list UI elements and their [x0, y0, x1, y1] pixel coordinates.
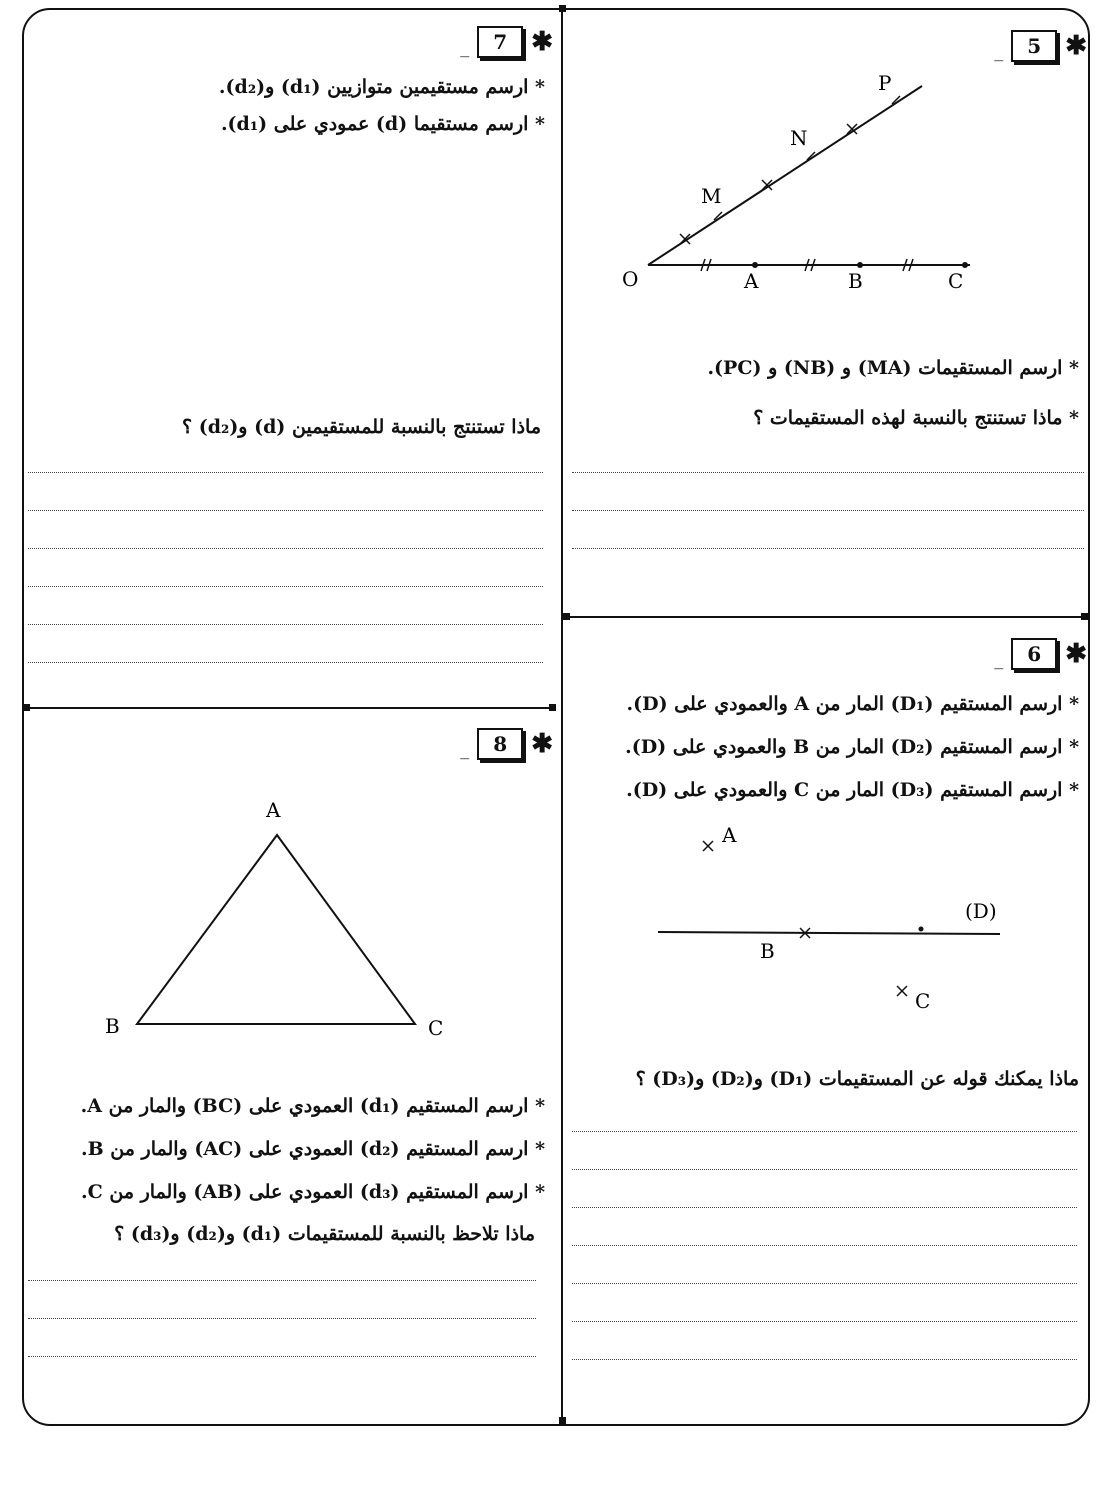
label-a: A	[744, 269, 759, 293]
answer-line[interactable]	[28, 510, 543, 511]
exercise-5-header	[994, 30, 1087, 62]
label-n: N	[790, 126, 808, 150]
label-b: B	[760, 939, 775, 963]
point-ticks	[714, 96, 900, 220]
ex8-question-2: * ارسم المستقيم (d₂) العمودي على (AC) والمار من B.	[80, 1138, 545, 1160]
answer-line[interactable]	[28, 1356, 536, 1357]
point-c-cross	[897, 986, 907, 996]
label-a: A	[722, 823, 737, 847]
label-c: C	[948, 269, 964, 293]
ex6-question-3: * ارسم المستقيم (D₃) المار من C والعمودي على (D).	[626, 779, 1079, 801]
point-a-cross	[703, 841, 713, 851]
answer-line[interactable]	[572, 472, 1084, 473]
answer-line[interactable]	[572, 1283, 1077, 1284]
divider-end-dot	[1081, 613, 1088, 620]
small-dot	[919, 927, 924, 932]
header-dash: _	[994, 648, 1004, 670]
divider-end-dot	[549, 704, 556, 711]
ray-op	[648, 86, 922, 265]
ex6-answer-lines	[572, 1131, 1077, 1397]
exercise-number: 5	[1011, 30, 1057, 62]
exercise-number: 6	[1011, 638, 1057, 670]
divider-end-dot	[559, 5, 566, 12]
answer-line[interactable]	[572, 1321, 1077, 1322]
header-dash: _	[460, 36, 470, 58]
divider-end-dot	[23, 704, 30, 711]
label-b: B	[848, 269, 863, 293]
label-d: (D)	[965, 899, 997, 923]
star-icon: ✱	[1065, 31, 1087, 61]
answer-line[interactable]	[28, 662, 543, 663]
answer-line[interactable]	[28, 586, 543, 587]
answer-line[interactable]	[572, 1131, 1077, 1132]
exercise-7	[28, 26, 553, 696]
exercise-7-header	[460, 26, 553, 58]
point-c	[962, 262, 968, 268]
ex5-figure	[600, 60, 1000, 300]
ex5-question-1: * ارسم المستقيمات (MA) و (NB) و (PC).	[707, 357, 1079, 379]
answer-line[interactable]	[572, 548, 1084, 549]
point-b	[857, 262, 863, 268]
left-horizontal-divider	[26, 707, 556, 709]
exercise-number: 7	[477, 26, 523, 58]
ex8-question-1: * ارسم المستقيم (d₁) العمودي على (BC) والمار من A.	[80, 1095, 545, 1117]
triangle-abc	[137, 835, 415, 1024]
star-icon: ✱	[531, 729, 553, 759]
divider-end-dot	[559, 1417, 566, 1424]
answer-line[interactable]	[572, 1207, 1077, 1208]
vertical-divider	[561, 8, 563, 1422]
ex6-question-1: * ارسم المستقيم (D₁) المار من A والعمودي على (D).	[626, 693, 1079, 715]
answer-line[interactable]	[28, 1280, 536, 1281]
ex5-answer-lines	[572, 472, 1084, 586]
ex8-figure	[90, 790, 470, 1050]
ex6-question-4: ماذا يمكنك قوله عن المستقيمات (D₁) و(D₂) و(D₃) ؟	[635, 1068, 1079, 1090]
label-p: P	[878, 71, 892, 95]
label-m: M	[701, 184, 722, 208]
label-o: O	[622, 267, 639, 291]
point-a	[752, 262, 758, 268]
label-c: C	[915, 989, 931, 1013]
ex8-question-3: * ارسم المستقيم (d₃) العمودي على (AB) والمار من C.	[80, 1181, 545, 1203]
label-c: C	[428, 1016, 444, 1040]
exercise-6-header	[994, 638, 1087, 670]
answer-line[interactable]	[28, 548, 543, 549]
star-icon: ✱	[1065, 639, 1087, 669]
answer-line[interactable]	[28, 472, 543, 473]
star-icon: ✱	[531, 27, 553, 57]
ex6-figure	[640, 810, 1020, 1030]
answer-line[interactable]	[572, 1169, 1077, 1170]
ex7-answer-lines	[28, 472, 543, 700]
exercise-8-header	[460, 728, 553, 760]
right-horizontal-divider	[566, 616, 1088, 618]
ex7-question-3: ماذا تستنتج بالنسبة للمستقيمين (d) و(d₂) ؟	[182, 416, 541, 438]
answer-line[interactable]	[572, 510, 1084, 511]
divider-end-dot	[563, 613, 570, 620]
label-b: B	[105, 1014, 120, 1038]
answer-line[interactable]	[28, 1318, 536, 1319]
ex8-question-4: ماذا تلاحظ بالنسبة للمستقيمات (d₁) و(d₂) و(d₃) ؟	[114, 1223, 535, 1245]
label-a: A	[266, 798, 281, 822]
ex7-question-2: * ارسم مستقيما (d) عمودي على (d₁).	[220, 113, 545, 135]
ex6-question-2: * ارسم المستقيم (D₂) المار من B والعمودي على (D).	[625, 736, 1079, 758]
header-dash: _	[994, 40, 1004, 62]
header-dash: _	[460, 738, 470, 760]
ex5-question-2: * ماذا تستنتج بالنسبة لهذه المستقيمات ؟	[753, 407, 1079, 429]
ex7-question-1: * ارسم مستقيمين متوازيين (d₁) و(d₂).	[218, 76, 545, 98]
answer-line[interactable]	[572, 1245, 1077, 1246]
answer-line[interactable]	[572, 1359, 1077, 1360]
ex8-answer-lines	[28, 1280, 536, 1394]
answer-line[interactable]	[28, 624, 543, 625]
exercise-number: 8	[477, 728, 523, 760]
line-d	[658, 932, 1000, 934]
